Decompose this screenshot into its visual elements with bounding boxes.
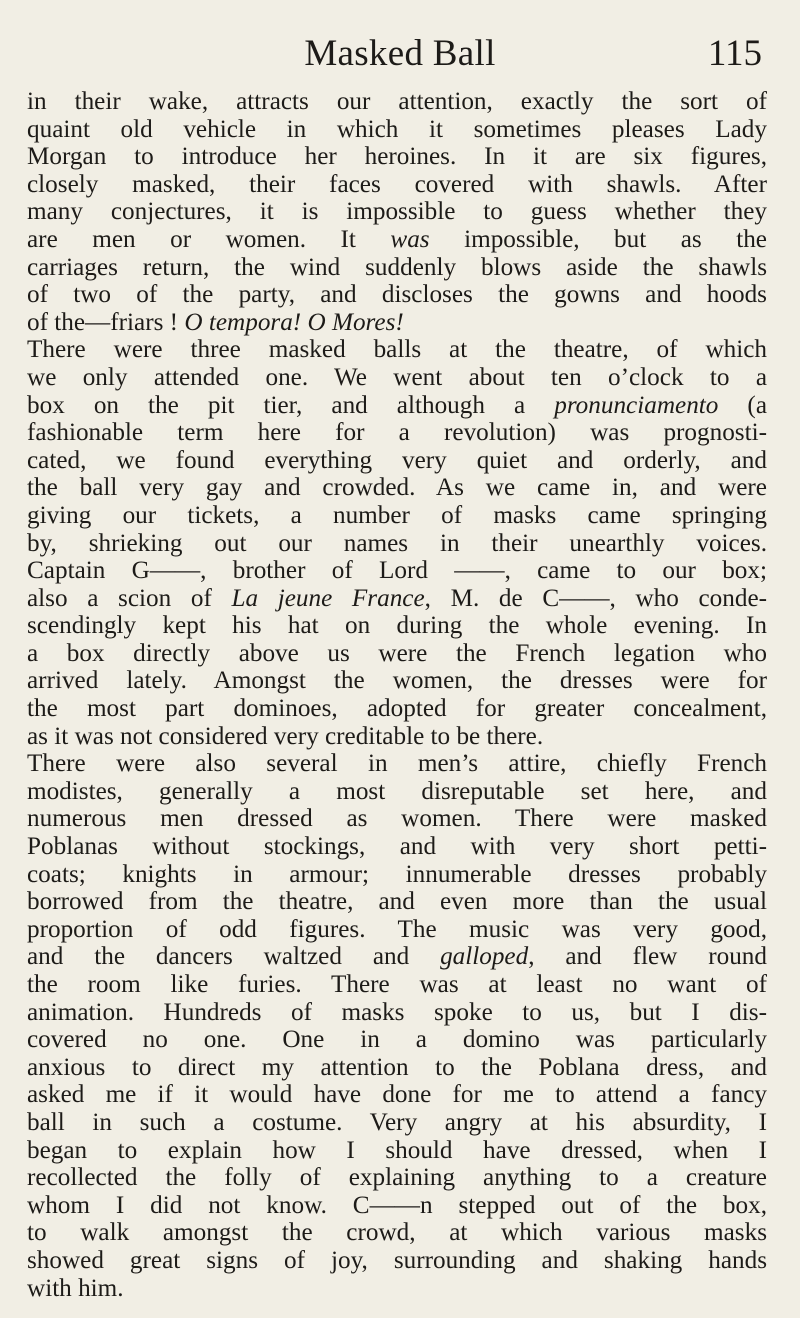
text-line: animation. Hundreds of masks spoke to us, but I dis- xyxy=(27,998,767,1026)
text-line: began to explain how I should have dressed, when I xyxy=(27,1136,767,1164)
text-line: coats; knights in armour; innumerable dresses probably xyxy=(27,860,767,888)
text-line: anxious to direct my attention to the Poblana dress, and xyxy=(27,1053,767,1081)
text-line: of two of the party, and discloses the gowns and hoods xyxy=(27,281,767,309)
text-line: borrowed from the theatre, and even more than the usual xyxy=(27,888,767,916)
text-line: carriages return, the wind suddenly blows aside the shawls xyxy=(27,253,767,281)
text-line: arrived lately. Amongst the women, the dresses were for xyxy=(27,667,767,695)
running-title: Masked Ball xyxy=(304,33,496,74)
text-line: Poblanas without stockings, and with very short petti- xyxy=(27,833,767,861)
text-line: of the—friars ! O tempora! O Mores! xyxy=(27,308,404,336)
text-line: a box directly above us were the French legation who xyxy=(27,639,767,667)
body-text xyxy=(27,88,767,1302)
text-line: by, shrieking out our names in their unearthly voices. xyxy=(27,529,767,557)
text-line: whom I did not know. C——n stepped out of the box, xyxy=(27,1191,767,1219)
text-line: and the dancers waltzed and galloped, and flew round xyxy=(27,943,767,971)
text-line: are men or women. It was impossible, but as the xyxy=(27,225,767,253)
text-line: Captain G——, brother of Lord ——, came to our box; xyxy=(27,557,767,585)
page-number: 115 xyxy=(707,33,762,74)
text-line: cated, we found everything very quiet and orderly, and xyxy=(27,446,767,474)
text-line: as it was not considered very creditable to be there. xyxy=(27,722,544,750)
text-line: proportion of odd figures. The music was very good, xyxy=(27,915,767,943)
text-line: asked me if it would have done for me to attend a fancy xyxy=(27,1081,767,1109)
text-line: quaint old vehicle in which it sometimes pleases Lady xyxy=(27,115,767,143)
text-line: There were also several in men’s attire, chiefly French xyxy=(27,750,767,778)
text-line: in their wake, attracts our attention, exactly the sort of xyxy=(27,88,767,115)
text-line: closely masked, their faces covered with shawls. After xyxy=(27,170,767,198)
text-line: modistes, generally a most disreputable set here, and xyxy=(27,777,767,805)
text-line: There were three masked balls at the theatre, of which xyxy=(27,336,767,364)
text-line: Morgan to introduce her heroines. In it are six figures, xyxy=(27,143,767,171)
text-line: the room like furies. There was at least no want of xyxy=(27,971,767,998)
text-line: the most part dominoes, adopted for greater concealment, xyxy=(27,695,767,723)
text-line: with him. xyxy=(27,1274,124,1302)
text-line: numerous men dressed as women. There were masked xyxy=(27,805,767,833)
text-line: to walk amongst the crowd, at which various masks xyxy=(27,1219,767,1247)
text-line: scendingly kept his hat on during the whole evening. In xyxy=(27,612,767,640)
text-line: showed great signs of joy, surrounding and shaking hands xyxy=(27,1246,767,1274)
text-line: the ball very gay and crowded. As we came in, and were xyxy=(27,474,767,502)
text-line: also a scion of La jeune France, M. de C——, who conde- xyxy=(27,584,767,612)
text-line: recollected the folly of explaining anything to a creature xyxy=(27,1164,767,1192)
text-line: we only attended one. We went about ten o’clock to a xyxy=(27,363,767,391)
text-line: fashionable term here for a revolution) was prognosti- xyxy=(27,419,767,447)
text-line: box on the pit tier, and although a pronunciamento (a xyxy=(27,391,767,419)
text-line: many conjectures, it is impossible to guess whether they xyxy=(27,198,767,226)
text-line: giving our tickets, a number of masks came springing xyxy=(27,501,767,529)
text-line: ball in such a costume. Very angry at his absurdity, I xyxy=(27,1108,767,1136)
running-head xyxy=(0,28,800,80)
text-line: covered no one. One in a domino was particularly xyxy=(27,1026,767,1054)
